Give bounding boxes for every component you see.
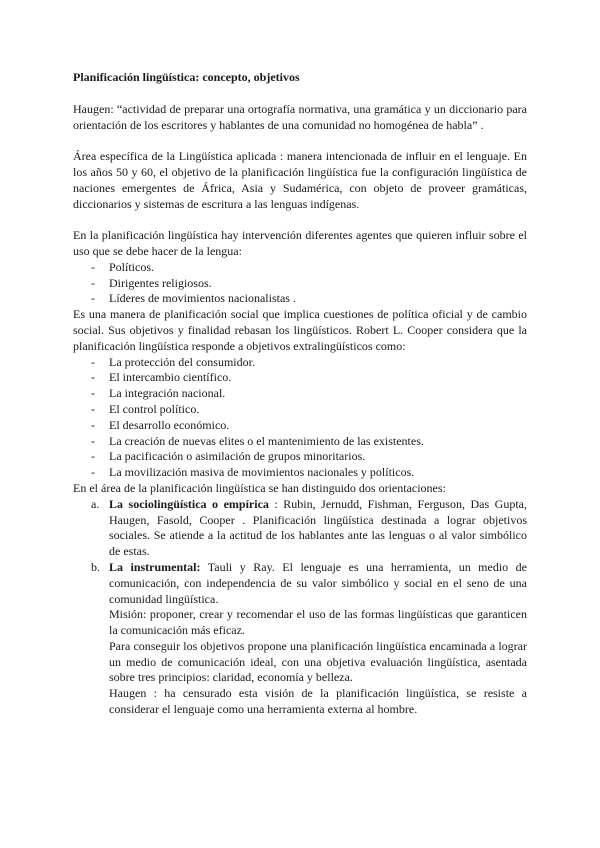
instrumental-intro (109, 560, 527, 607)
orientations-intro-paragraph: En el área de la planificación lingüística se han distinguido dos orientaciones: (73, 480, 446, 495)
agents-intro-paragraph: En la planificación lingüística hay intervención diferentes agentes que quieren influir sobre el uso que se debe hacer de la lengua: (73, 228, 527, 258)
list-item: - La movilización masiva de movimientos nacionales y políticos. (73, 465, 527, 481)
applied-linguistics-paragraph: Área específica de la Lingüística aplicada : manera intencionada de influir en el lenguaje. En los años 50 y 60, el objetivo de la planificación lingüística fue la configuración lingüística de naciones emergentes de África, Asia y Sudamérica, con objeto de proveer gramáticas, diccionarios y sistemas de escritura a las lenguas indígenas. (73, 149, 527, 211)
list-item: - Líderes de movimientos nacionalistas . (73, 291, 527, 307)
list-item: - La pacificación o asimilación de grupos minoritarios. (73, 449, 527, 465)
objectives-list (73, 355, 527, 481)
instrumental-mision: Misión: proponer, crear y recomendar el uso de las formas lingüísticas que garanticen la comunicación más eficaz. (109, 607, 527, 638)
orientations-list (73, 497, 527, 718)
orientation-instrumental (73, 560, 527, 718)
haugen-definition-paragraph: Haugen: “actividad de preparar una ortografía normativa, una gramática y un diccionario para orientación de los escritores y hablantes de una comunidad no homogénea de habla” . (73, 101, 527, 132)
list-marker: a. (91, 496, 100, 511)
page-title: Planificación lingüística: concepto, objetivos (73, 70, 300, 84)
list-item: - La creación de nuevas elites o el mantenimiento de las existentes. (73, 434, 527, 450)
orientation-term: La instrumental: (109, 559, 201, 574)
list-item: - Políticos. (73, 260, 527, 276)
orientation-sociolinguistic (73, 497, 527, 560)
list-item: - El intercambio científico. (73, 370, 527, 386)
cooper-paragraph: Es una manera de planificación social que implica cuestiones de política oficial y de cambio social. Sus objetivos y finalidad rebasan los lingüísticos. Robert L. Cooper considera que la planificación lingüística responde a objetivos extralingüísticos como: (73, 307, 527, 353)
list-item: - El desarrollo económico. (73, 418, 527, 434)
list-item: - El control político. (73, 402, 527, 418)
list-item: - La protección del consumidor. (73, 355, 527, 371)
list-item: - La integración nacional. (73, 386, 527, 402)
list-marker: b. (91, 559, 100, 574)
instrumental-haugen-critique: Haugen : ha censurado esta visión de la planificación lingüística, se resiste a considerar el lenguaje como una herramienta externa al hombre. (109, 686, 527, 717)
list-item: - Dirigentes religiosos. (73, 276, 527, 292)
instrumental-principles: Para conseguir los objetivos propone una planificación lingüística encaminada a lograr un medio de comunicación ideal, con una objetiva evaluación lingüística, asentada sobre tres principios: claridad, economía y belleza. (109, 638, 527, 685)
orientation-text: Tauli y Ray. El lenguaje es una herramienta, un medio de comunicación, con independencia de su valor simbólico y social en el seno de una comunidad lingüística. (109, 559, 528, 606)
document-body (73, 70, 527, 718)
orientation-term: La sociolingüística o empírica (109, 496, 269, 511)
orientation-text: : Rubin, Jernudd, Fishman, Ferguson, Das Gupta, Haugen, Fasold, Cooper . Planificación lingüística destinada a lograr objetivos sociales. Se atiende a la actitud de los hablantes ante las lenguas o al valor simbólico de estas. (109, 496, 528, 559)
agents-list (73, 260, 527, 307)
